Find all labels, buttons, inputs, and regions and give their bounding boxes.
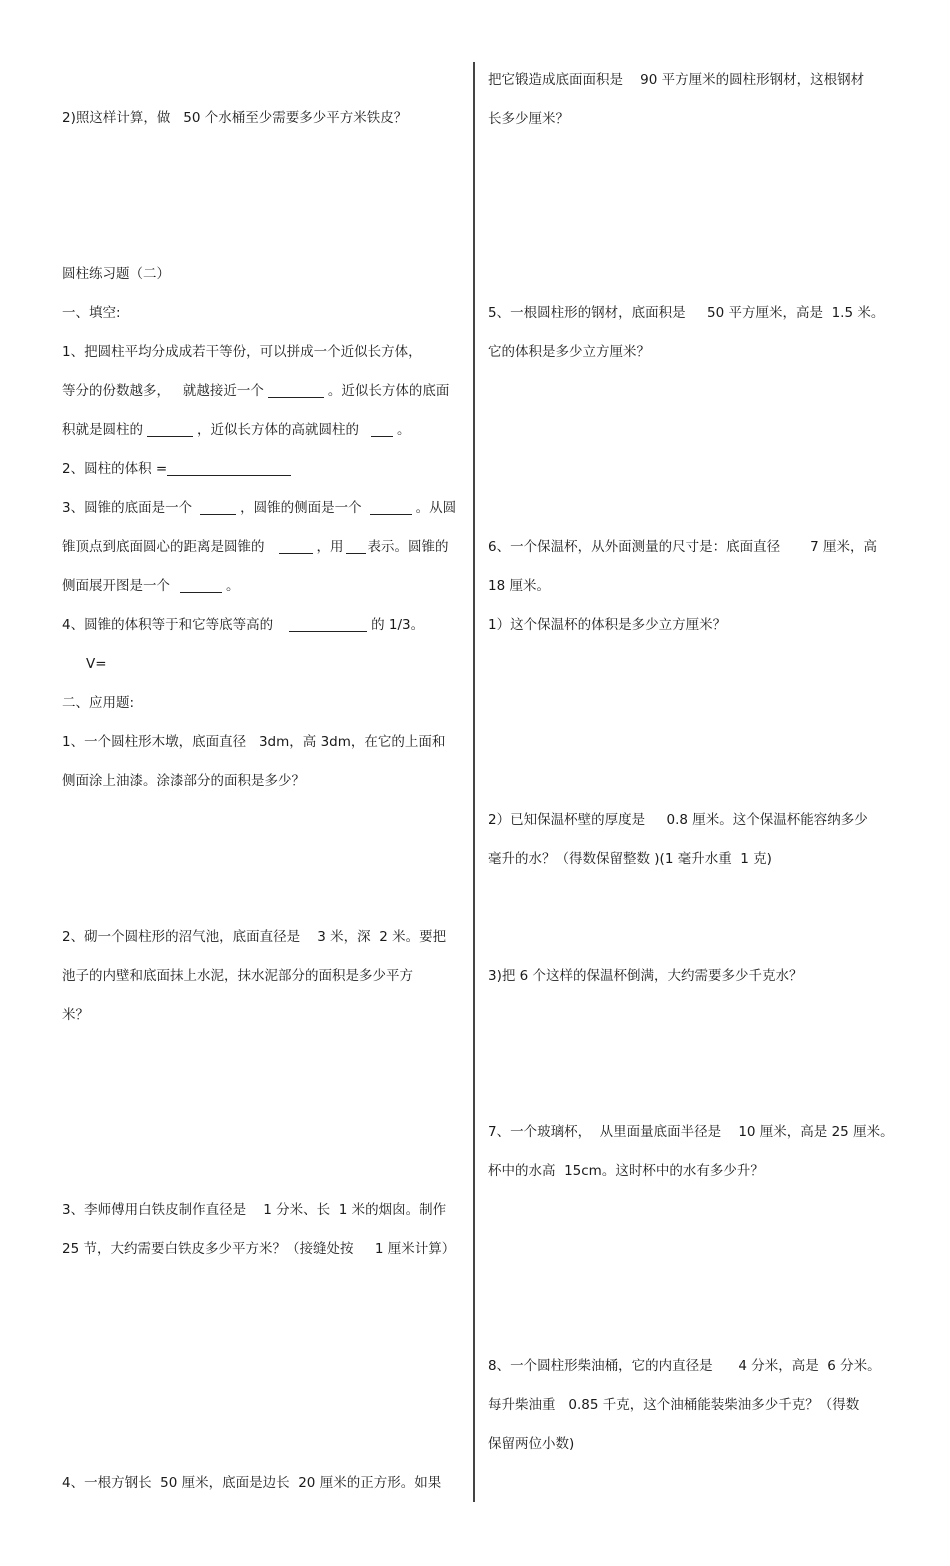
app-4-line-1: 4、一根方钢长 50 厘米，底面是边长 20 厘米的正方形。如果	[62, 1475, 442, 1491]
app-4-line-2: 把它锻造成底面面积是 90 平方厘米的圆柱形钢材，这根钢材	[488, 72, 865, 88]
fill-4: 4、圆锥的体积等于和它等底等高的 的 1/3。	[62, 617, 425, 633]
answer-blank[interactable]	[167, 461, 291, 476]
app-6-question-2-line-2: 毫升的水？（得数保留整数 )(1 毫升水重 1 克)	[488, 851, 772, 867]
app-7-line-2: 杯中的水高 15cm。这时杯中的水有多少升？	[488, 1163, 764, 1179]
app-6-question-2-line-1: 2）已知保温杯壁的厚度是 0.8 厘米。这个保温杯能容纳多少	[488, 812, 868, 828]
answer-blank[interactable]	[147, 422, 193, 437]
answer-blank[interactable]	[279, 539, 313, 554]
column-divider	[473, 62, 475, 1502]
app-8-line-1: 8、一个圆柱形柴油桶，它的内直径是 4 分米，高是 6 分米。	[488, 1358, 881, 1374]
fill-1-line-2: 等分的份数越多， 就越接近一个 。近似长方体的底面	[62, 383, 450, 399]
answer-blank[interactable]	[371, 422, 393, 437]
fill-1-line-3: 积就是圆柱的 ，近似长方体的高就圆柱的 。	[62, 422, 411, 438]
app-2-line-2: 池子的内壁和底面抹上水泥，抹水泥部分的面积是多少平方	[62, 968, 413, 984]
app-1-line-2: 侧面涂上油漆。涂漆部分的面积是多少？	[62, 773, 305, 789]
app-7-line-1: 7、一个玻璃杯， 从里面量底面半径是 10 厘米，高是 25 厘米。	[488, 1124, 894, 1140]
answer-blank[interactable]	[346, 539, 366, 554]
section-application-heading: 二、应用题:	[62, 695, 135, 711]
app-5-line-1: 5、一根圆柱形的钢材，底面积是 50 平方厘米，高是 1.5 米。	[488, 305, 885, 321]
app-4-line-3: 长多少厘米？	[488, 111, 569, 127]
app-1-line-1: 1、一个圆柱形木墩，底面直径 3dm，高 3dm，在它的上面和	[62, 734, 446, 750]
section-fill-in-heading: 一、填空:	[62, 305, 121, 321]
app-3-line-2: 25 节，大约需要白铁皮多少平方米？（接缝处按 1 厘米计算）	[62, 1241, 456, 1257]
app-8-line-2: 每升柴油重 0.85 千克，这个油桶能装柴油多少千克？（得数	[488, 1397, 860, 1413]
app-3-line-1: 3、李师傅用白铁皮制作直径是 1 分米、长 1 米的烟囱。制作	[62, 1202, 447, 1218]
worksheet-title: 圆柱练习题（二）	[62, 266, 170, 282]
fill-3-line-2: 锥顶点到底面圆心的距离是圆锥的 ，用 表示。圆锥的	[62, 539, 449, 555]
answer-blank[interactable]	[370, 500, 412, 515]
answer-blank[interactable]	[289, 617, 367, 632]
app-8-line-3: 保留两位小数)	[488, 1436, 575, 1452]
cone-volume-formula: V=	[86, 656, 107, 672]
app-2-line-3: 米？	[62, 1007, 89, 1023]
app-6-question-3: 3)把 6 个这样的保温杯倒满，大约需要多少千克水？	[488, 968, 803, 984]
answer-blank[interactable]	[180, 578, 222, 593]
answer-blank[interactable]	[268, 383, 324, 398]
app-6-line-1: 6、一个保温杯，从外面测量的尺寸是：底面直径 7 厘米，高	[488, 539, 878, 555]
app-2-line-1: 2、砌一个圆柱形的沼气池，底面直径是 3 米，深 2 米。要把	[62, 929, 447, 945]
fill-2: 2、圆柱的体积 =	[62, 459, 295, 479]
app-5-line-2: 它的体积是多少立方厘米？	[488, 344, 650, 360]
question-water-bucket: 2)照这样计算，做 50 个水桶至少需要多少平方米铁皮？	[62, 110, 408, 126]
fill-3-line-1: 3、圆锥的底面是一个 ，圆锥的侧面是一个 。从圆	[62, 500, 457, 516]
answer-blank[interactable]	[200, 500, 236, 515]
app-6-question-1: 1）这个保温杯的体积是多少立方厘米？	[488, 617, 727, 633]
fill-1-line-1: 1、把圆柱平均分成成若干等份，可以拼成一个近似长方体，	[62, 344, 422, 360]
fill-3-line-3: 侧面展开图是一个 。	[62, 578, 240, 594]
app-6-line-2: 18 厘米。	[488, 578, 550, 594]
